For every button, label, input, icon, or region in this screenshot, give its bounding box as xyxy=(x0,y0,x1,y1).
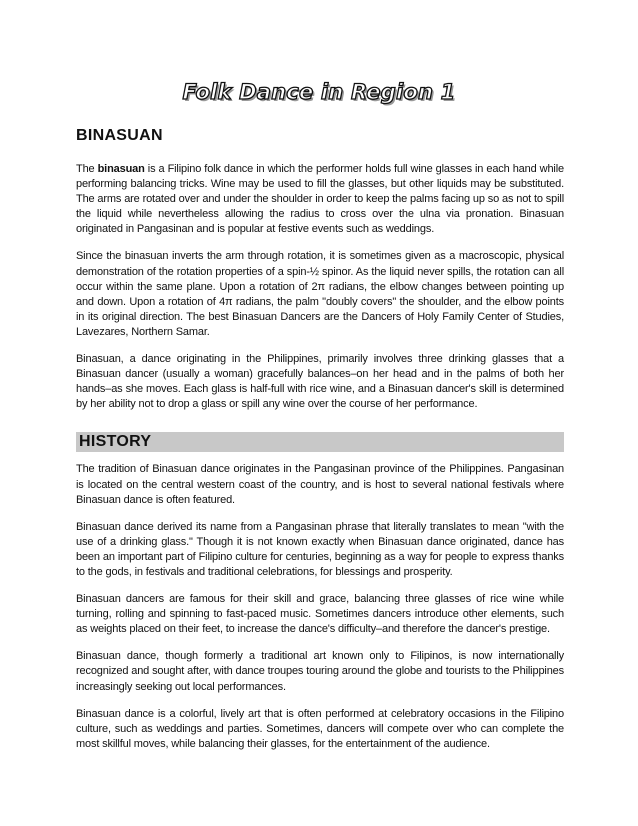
paragraph-lead-text: The xyxy=(76,163,98,175)
binasuan-paragraph-1 xyxy=(76,162,564,237)
paragraph-rest-text: is a Filipino folk dance in which the performer holds full wine glasses in each hand while performing balancing tricks. Wine may be used to fill the glasses, but other liquids may be substituted. The arms are rotated over and under the shoulder in order to keep the palms facing up so as not to spill the liquid while nevertheless allowing the radius to cross over the ulna via pronation. Binasuan originated in Pangasinan and is popular at festive events such as weddings. xyxy=(76,163,564,236)
history-paragraph-1: The tradition of Binasuan dance originates in the Pangasinan province of the Philippines. Pangasinan is located on the central western coast of the country, and is host to several national festivals where Binasuan dance is often featured. xyxy=(76,463,564,506)
history-paragraph-2: Binasuan dance derived its name from a Pangasinan phrase that literally translates to mean "with the use of a drinking glass." Though it is not known exactly when Binasuan dance originated, dance has been an important part of Filipino culture for centuries, beginning as a way for people to express thanks to the gods, in festivals and traditional celebrations, for blessings and prosperity. xyxy=(76,520,564,578)
history-paragraph-4: Binasuan dance, though formerly a traditional art known only to Filipinos, is now internationally recognized and sought after, with dance troupes touring around the globe and tourists to the Philippines increasingly seeking out local performances. xyxy=(76,650,564,693)
section-heading-history: HISTORY xyxy=(76,432,564,452)
history-paragraph-5: Binasuan dance is a colorful, lively art that is often performed at celebratory occasions in the Filipino culture, such as weddings and parties. Sometimes, dancers will compete over who can complete the most skillful moves, while balancing their glasses, for the entertainment of the audience. xyxy=(76,707,564,750)
bold-term-binasuan: binasuan xyxy=(97,163,145,175)
section-heading-binasuan: BINASUAN xyxy=(76,127,163,144)
document-title: Folk Dance in Region 1 xyxy=(182,80,456,104)
history-paragraph-3: Binasuan dancers are famous for their skill and grace, balancing three glasses of rice wine while turning, rolling and spinning to fast-paced music. Sometimes dancers introduce other elements, such as weights placed on their feet, to increase the dance's difficulty–and therefore the dancer's prestige. xyxy=(76,593,564,636)
binasuan-paragraph-2: Since the binasuan inverts the arm through rotation, it is sometimes given as a macroscopic, physical demonstration of the rotation properties of a spin-½ spinor. As the liquid never spills, the rotation can all occur within the same plane. Upon a rotation of 2π radians, the elbow changes between pointing up and down. Upon a rotation of 4π radians, the palm "doubly covers" the shoulder, and the elbow points in its original direction. The best Binasuan Dancers are the Dancers of Holy Family Center of Studies, Lavezares, Northern Samar. xyxy=(76,250,564,338)
binasuan-paragraph-3: Binasuan, a dance originating in the Philippines, primarily involves three drinking glasses that a Binasuan dancer (usually a woman) gracefully balances–on her head and in the palms of both her hands–as she moves. Each glass is half-full with rice wine, and a Binasuan dancer's skill is determined by her ability not to drop a glass or spill any wine over the course of her performance. xyxy=(76,353,564,411)
document-body xyxy=(76,126,564,764)
